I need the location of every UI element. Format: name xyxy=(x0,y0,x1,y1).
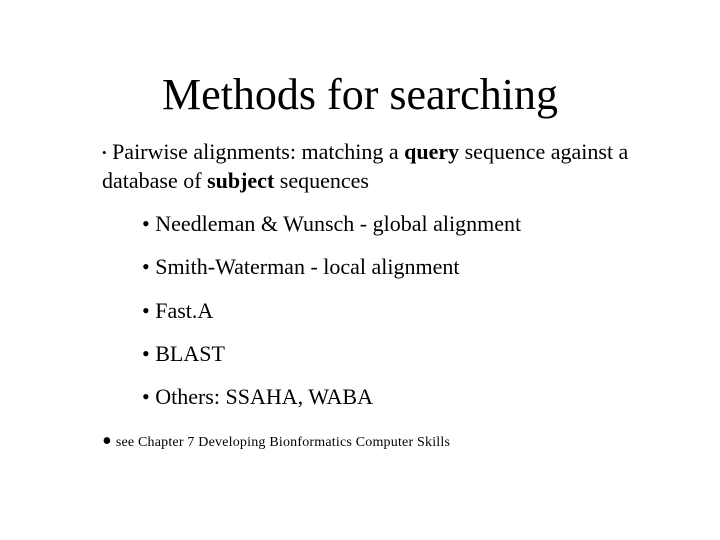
intro-text-1: Pairwise alignments: matching a xyxy=(112,139,405,164)
footnote xyxy=(102,428,450,456)
method-item-smith-waterman: • Smith-Waterman - local alignment xyxy=(142,254,460,279)
method-item-blast: • BLAST xyxy=(142,341,225,366)
intro-bold-subject: subject xyxy=(207,168,275,193)
intro-text-3: sequences xyxy=(274,168,369,193)
slide-title: Methods for searching xyxy=(162,70,558,119)
intro-bullet-paragraph xyxy=(102,138,662,195)
bullet-glyph: • xyxy=(102,145,107,160)
footnote-text: see Chapter 7 Developing Bionformatics Computer Skills xyxy=(115,435,451,450)
method-item-needleman-wunsch: • Needleman & Wunsch - global alignment xyxy=(142,211,522,236)
footnote-bullet-glyph: • xyxy=(102,426,112,457)
intro-text-2: sequence against a database of xyxy=(102,139,629,193)
intro-bold-query: query xyxy=(404,139,460,164)
method-item-others: • Others: SSAHA, WABA xyxy=(142,384,373,409)
method-item-fasta: • Fast.A xyxy=(142,298,214,323)
